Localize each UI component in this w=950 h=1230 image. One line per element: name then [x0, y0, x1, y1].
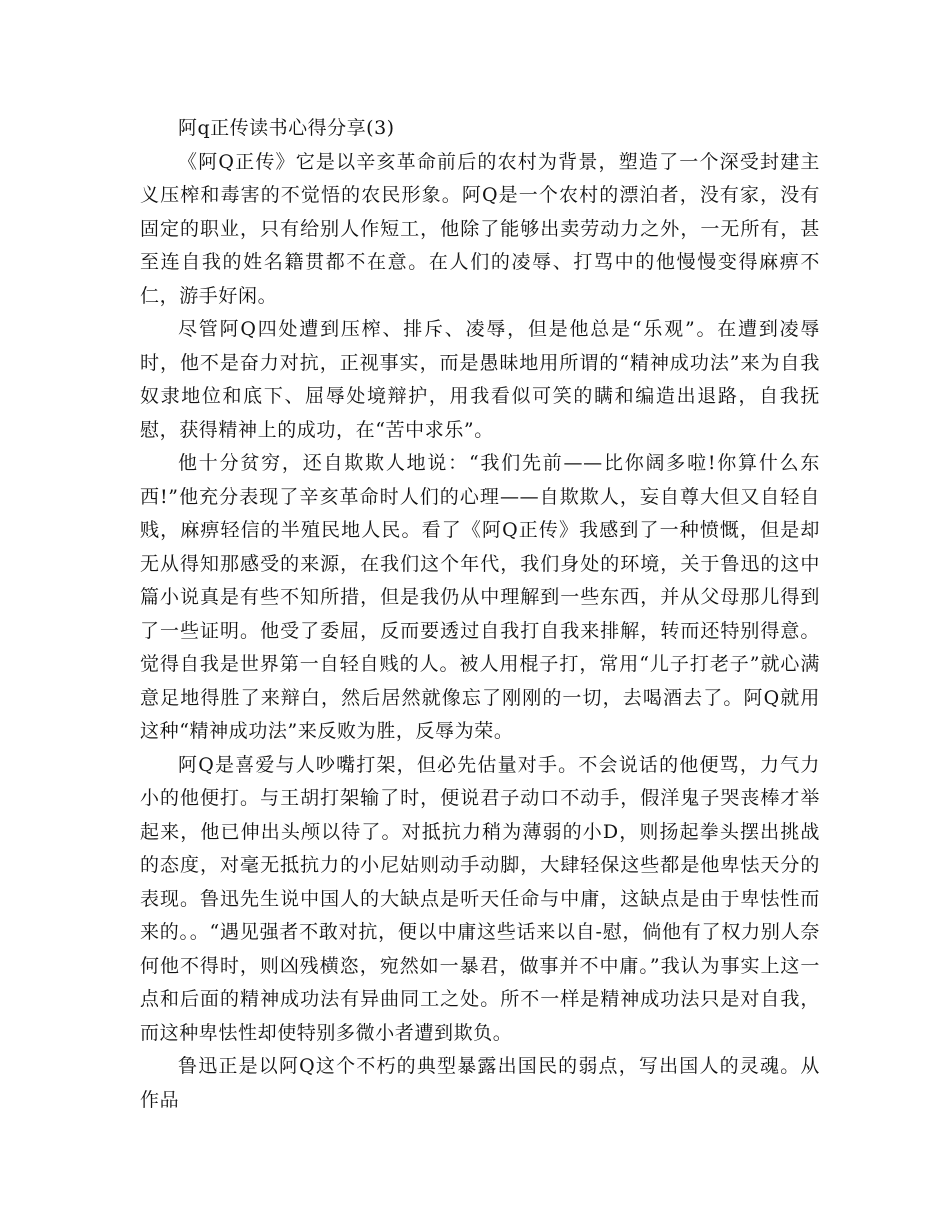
paragraph-3: 他十分贫穷，还自欺欺人地说：“我们先前——比你阔多啦!你算什么东西!”他充分表现了辛亥革命时人们的心理——自欺欺人，妄自尊大但又自轻自贱，麻痹轻信的半殖民地人民。看了《阿Q正传》我感到了一种愤慨，但是却无从得知那感受的来源，在我们这个年代，我们身处的环境，关于鲁迅的这中篇小说真是有些不知所措，但是我仍从中理解到一些东西，并从父母那儿得到了一些证明。他受了委屈，反而要透过自我打自我来排解，转而还特别得意。觉得自我是世界第一自轻自贱的人。被人用棍子打，常用“儿子打老子”就心满意足地得胜了来辩白，然后居然就像忘了刚刚的一切，去喝酒去了。阿Q就用这种“精神成功法”来反败为胜，反辱为荣。: [140, 452, 820, 742]
paragraph-2: 尽管阿Q四处遭到压榨、排斥、凌辱，但是他总是“乐观”。在遭到凌辱时，他不是奋力对抗，正视事实，而是愚昧地用所谓的“精神成功法”来为自我奴隶地位和底下、屈辱处境辩护，用我看似可笑的瞒和编造出退路，自我抚慰，获得精神上的成功，在“苦中求乐”。: [140, 318, 820, 441]
document-page: [140, 112, 820, 1117]
paragraph-5: 鲁迅正是以阿Q这个不朽的典型暴露出国民的弱点，写出国人的灵魂。从作品: [140, 1055, 820, 1111]
document-title: 阿q正传读书心得分享(3): [178, 117, 395, 139]
paragraph-1: 《阿Q正传》它是以辛亥革命前后的农村为背景，塑造了一个深受封建主义压榨和毒害的不觉悟的农民形象。阿Q是一个农村的漂泊者，没有家，没有固定的职业，只有给别人作短工，他除了能够出卖劳动力之外，一无所有，甚至连自我的姓名籍贯都不在意。在人们的凌辱、打骂中的他慢慢变得麻痹不仁，游手好闲。: [140, 150, 820, 307]
paragraph-4: 阿Q是喜爱与人吵嘴打架，但必先估量对手。不会说话的他便骂，力气力小的他便打。与王胡打架输了时，便说君子动口不动手，假洋鬼子哭丧棒才举起来，他已伸出头颅以待了。对抵抗力稍为薄弱的小D，则扬起拳头摆出挑战的态度，对毫无抵抗力的小尼姑则动手动脚，大肆轻保这些都是他卑怯天分的表现。鲁迅先生说中国人的大缺点是听天任命与中庸，这缺点是由于卑怯性而来的。。“遇见强者不敢对抗，便以中庸这些话来以自-慰，倘他有了权力别人奈何他不得时，则凶残横恣，宛然如一暴君，做事并不中庸。”我认为事实上这一点和后面的精神成功法有异曲同工之处。所不一样是精神成功法只是对自我，而这种卑怯性却使特别多微小者遭到欺负。: [140, 753, 820, 1044]
